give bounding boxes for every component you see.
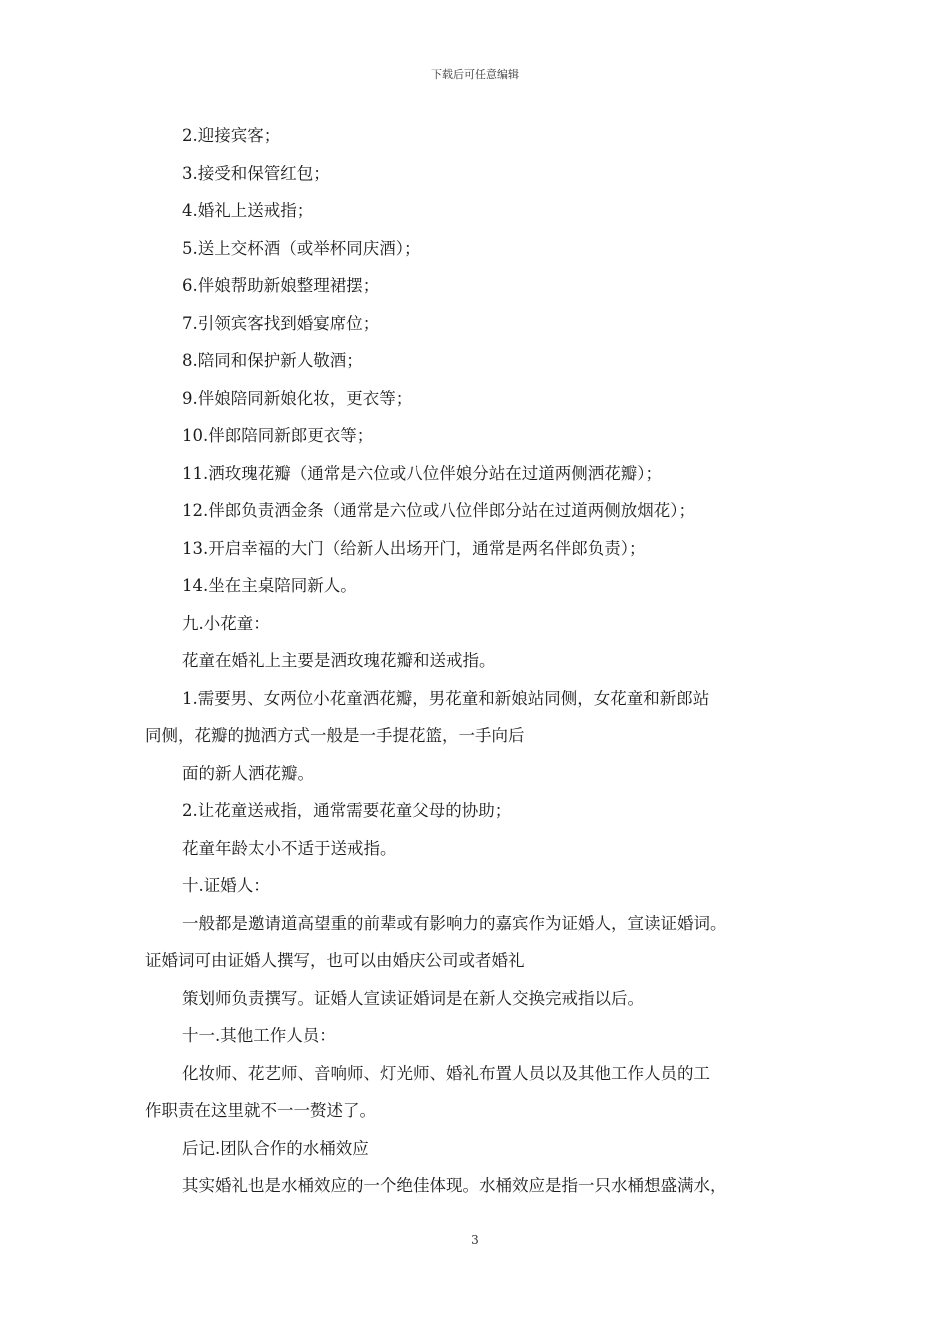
- page-header: 下载后可任意编辑: [431, 68, 519, 81]
- text-line: 花童在婚礼上主要是洒玫瑰花瓣和送戒指。: [182, 651, 496, 670]
- section-heading: 十.证婚人：: [182, 876, 270, 895]
- text-line: 策划师负责撰写。证婚人宣读证婚词是在新人交换完戒指以后。: [182, 989, 644, 1008]
- text-line: 花童年龄太小不适于送戒指。: [182, 839, 397, 858]
- text-line: 4.婚礼上送戒指；: [182, 201, 314, 220]
- text-line: 一般都是邀请道高望重的前辈或有影响力的嘉宾作为证婚人，宣读证婚词。: [182, 914, 727, 933]
- section-heading: 九.小花童：: [182, 614, 270, 633]
- text-line: 13.开启幸福的大门（给新人出场开门，通常是两名伴郎负责）；: [182, 539, 646, 558]
- section-heading: 后记.团队合作的水桶效应: [182, 1139, 369, 1158]
- text-line: 6.伴娘帮助新娘整理裙摆；: [182, 276, 380, 295]
- text-line: 5.送上交杯酒（或举杯同庆酒）；: [182, 239, 421, 258]
- text-line: 化妆师、花艺师、音响师、灯光师、婚礼布置人员以及其他工作人员的工: [182, 1064, 710, 1083]
- text-line: 12.伴郎负责洒金条（通常是六位或八位伴郎分站在过道两侧放烟花）；: [182, 501, 695, 520]
- text-line: 8.陪同和保护新人敬酒；: [182, 351, 363, 370]
- page-number: 3: [471, 1233, 479, 1247]
- text-line: 1.需要男、女两位小花童洒花瓣，男花童和新娘站同侧，女花童和新郎站: [182, 689, 710, 708]
- text-line: 14.坐在主桌陪同新人。: [182, 576, 357, 595]
- section-heading: 十一.其他工作人员：: [182, 1026, 336, 1045]
- text-line: 9.伴娘陪同新娘化妆，更衣等；: [182, 389, 413, 408]
- text-line: 10.伴郎陪同新郎更衣等；: [182, 426, 374, 445]
- text-line: 作职责在这里就不一一赘述了。: [145, 1101, 376, 1120]
- text-line: 其实婚礼也是水桶效应的一个绝佳体现。水桶效应是指一只水桶想盛满水，: [182, 1176, 727, 1195]
- text-line: 7.引领宾客找到婚宴席位；: [182, 314, 380, 333]
- text-line: 同侧，花瓣的抛洒方式一般是一手提花篮，一手向后: [145, 726, 525, 745]
- text-line: 证婚词可由证婚人撰写，也可以由婚庆公司或者婚礼: [145, 951, 525, 970]
- document-body: [0, 120, 950, 1220]
- text-line: 11.洒玫瑰花瓣（通常是六位或八位伴娘分站在过道两侧洒花瓣）；: [182, 464, 662, 483]
- text-line: 2.让花童送戒指，通常需要花童父母的协助；: [182, 801, 512, 820]
- text-line: 2.迎接宾客；: [182, 126, 281, 145]
- text-line: 3.接受和保管红包；: [182, 164, 330, 183]
- text-line: 面的新人洒花瓣。: [182, 764, 314, 783]
